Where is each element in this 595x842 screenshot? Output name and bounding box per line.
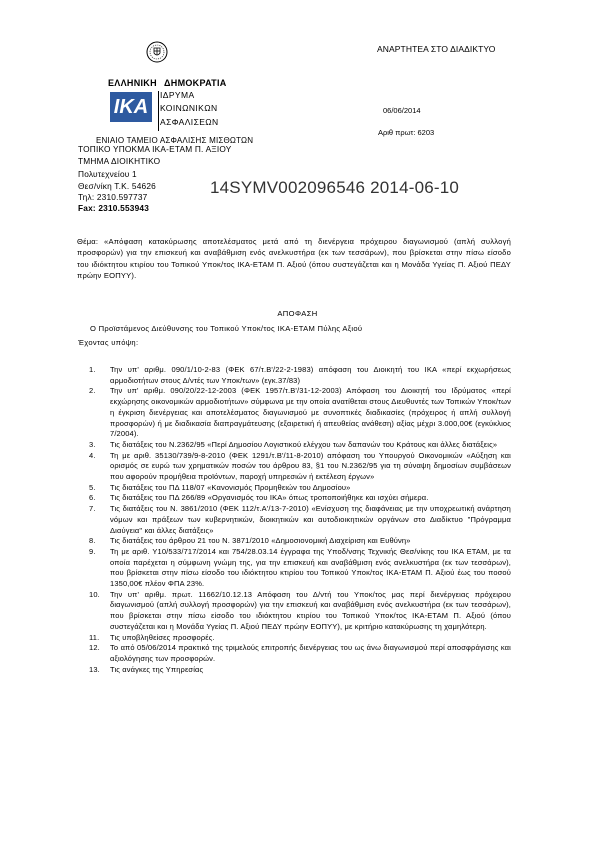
logo-fund-label: ΕΝΙΑΙΟ ΤΑΜΕΙΟ ΑΣΦΑΛΙΣΗΣ ΜΙΣΘΩΤΩΝ <box>96 136 254 145</box>
city-postcode: Θεσ/νίκη Τ.Κ. 54626 <box>78 181 156 191</box>
item-number: 7. <box>89 504 96 514</box>
item-number: 13. <box>89 664 100 674</box>
item-number: 5. <box>89 482 96 492</box>
item-text: Την υπ' αριθμ. 090/1/10-2-83 (ΦΕΚ 67/τ.Β'/22-2-1983) απόφαση του Διοικητή του ΙΚΑ «περί εκχωρήσεως αρμοδιοτήτων στους Δ/ντές των Υποκ/των» (εγκ.37/83) <box>110 365 511 385</box>
item-number: 4. <box>89 450 96 460</box>
item-text: Τις διατάξεις του Ν. 3861/2010 (ΦΕΚ 112/τ.Α'/13-7-2010) «Ενίσχυση της διαφάνειας με την υποχρεωτική ανάρτηση νόμων και πράξεων των κυβερνητικών, διοικητικών και αυτοδιοικητικών οργάνων στο Διαδίκτυο "Πρόγραμμα Διαύγεια" και άλλες διατάξεις» <box>110 504 511 535</box>
item-number: 6. <box>89 493 96 503</box>
director-line: Ο Προϊστάμενος Διεύθυνσης του Τοπικού Υποκ/τος ΙΚΑ-ΕΤΑΜ Πύλης Αξιού <box>90 324 363 333</box>
street-address: Πολυτεχνείου 1 <box>78 169 137 179</box>
decision-heading: ΑΠΟΦΑΣΗ <box>277 309 318 318</box>
list-item <box>77 633 511 644</box>
list-item <box>77 386 511 440</box>
considering-label: Έχοντας υπόψη: <box>78 338 139 347</box>
item-number: 12. <box>89 643 100 653</box>
item-text: Τη με αριθ. Υ10/533/717/2014 και 754/28.03.14 έγγραφα της Υποδ/νσης Τεχνικής Θεσ/νίκης του ΙΚΑ ΕΤΑΜ, με τα οποία παρέχεται η σύμφωνη γνώμη της, για την επισκευή και αναβάθμιση ενός ανελκυστήρα (εκ των τεσσάρων), που βρίσκεται στην πίσω είσοδο του ιδιόκτητου κτιρίου του Τοπικού Υποκ/τος ΙΚΑ-ΕΤΑΜ Π. Αξιού έως του ποσού 1350,00€ πλέον ΦΠΑ 23%. <box>110 546 511 589</box>
publication-notice: ΑΝΑΡΤΗΤΕΑ ΣΤΟ ΔΙΑΔΙΚΤΥΟ <box>377 44 496 54</box>
item-text: Την υπ' αριθμ. πρωτ. 11662/10.12.13 Απόφαση του Δ/ντή του Υποκ/τος μας περί διενέργειας πρόχειρου διαγωνισμού (απλή συλλογή προσφορών) για την επισκευή και αναβάθμιση ενός ανελκυστήρα (εκ των τεσσάρων), που βρίσκεται στην πίσω είσοδο του ιδιόκτητου κτιρίου του Τοπικού Υποκ/τος ΙΚΑ-ΕΤΑΜ Π. Αξιού (όπου συστεγάζεται και η Μονάδα Υγείας Π. Αξιού ΠΕΔΥ πρώην ΕΟΠΥΥ), με κριτήριο κατακύρωσης τη χαμηλότερη. <box>110 589 511 631</box>
fax-number: Fax: 2310.553943 <box>78 203 150 213</box>
list-item <box>77 665 511 676</box>
ada-code: 14SYMV002096546 2014-06-10 <box>210 178 460 197</box>
document-date: 06/06/2014 <box>383 106 421 115</box>
protocol-number: Αριθ πρωτ: 6203 <box>378 128 435 137</box>
office-name: ΤΟΠΙΚΟ ΥΠΟΚΜΑ ΙΚΑ-ΕΤΑΜ Π. ΑΞΙΟΥ <box>78 144 232 154</box>
department-name: ΤΜΗΜΑ ΔΙΟΙΚΗΤΙΚΟ <box>78 156 161 166</box>
logo-foundation-label: ΙΔΡΥΜΑ <box>160 90 195 100</box>
item-number: 1. <box>89 365 96 374</box>
item-text: Τις διατάξεις του ΠΔ 266/89 «Οργανισμός του ΙΚΑ» όπως τροποποιήθηκε και ισχύει σήμερα. <box>110 493 429 503</box>
logo-hellenic-label: ΕΛΛΗΝΙΚΗ <box>108 78 157 88</box>
logo-democracy-label: ΔΗΜΟΚΡΑΤΙΑ <box>164 78 227 88</box>
item-text: Τις διατάξεις του άρθρου 21 του Ν. 3871/2010 «Δημοσιονομική Διαχείριση και Ευθύνη» <box>110 536 411 546</box>
list-item <box>77 536 511 547</box>
greek-emblem-icon <box>146 40 168 64</box>
ika-logo <box>88 40 268 145</box>
list-item <box>77 365 511 386</box>
item-text: Το από 05/06/2014 πρακτικό της τριμελούς επιτροπής διενέργειας του ως άνω διαγωνισμού περί αποσφράγισης και αξιολόγησης των προσφορών. <box>110 643 511 663</box>
ika-mark: ΙΚΑ <box>110 92 152 122</box>
phone-number: Τηλ: 2310.597737 <box>78 192 148 202</box>
list-item <box>77 451 511 483</box>
item-text: Τις υποβληθείσες προσφορές. <box>110 632 215 642</box>
item-text: Τη με αριθ. 35130/739/9-8-2010 (ΦΕΚ 1291/τ.Β'/11-8-2010) απόφαση του Υπουργού Οικονομικών «Αύξηση και ορισμός σε ευρώ των χρηματικών ποσών του άρθρου 83, §1 του Ν.2362/95 για τη σύναψη δημοσίων συμβάσεων που αφορούν προμήθεια προϊόντων, παροχή υπηρεσιών ή εκτέλεση έργων» <box>110 450 511 482</box>
list-item <box>77 440 511 451</box>
item-number: 10. <box>89 589 100 599</box>
item-text: Τις διατάξεις του Ν.2362/95 «Περί Δημοσίου Λογιστικού ελέγχου των δαπανών του Κράτους και άλλες διατάξεις» <box>110 439 498 449</box>
list-item <box>77 504 511 536</box>
list-item <box>77 483 511 494</box>
item-number: 8. <box>89 536 96 546</box>
logo-insurance-label: ΑΣΦΑΛΙΣΕΩΝ <box>160 117 219 127</box>
list-item <box>77 590 511 633</box>
list-item <box>77 547 511 590</box>
item-number: 9. <box>89 546 96 556</box>
list-item <box>77 643 511 664</box>
item-number: 11. <box>89 632 100 642</box>
item-number: 2. <box>89 386 96 396</box>
item-text: Τις διατάξεις του ΠΔ 118/07 «Κανονισμός Προμηθειών του Δημοσίου» <box>110 482 351 492</box>
considerations-list <box>77 365 511 675</box>
subject-paragraph: Θέμα: «Απόφαση κατακύρωσης αποτελέσματος μετά από τη διενέργεια πρόχειρου διαγωνισμού (απλή συλλογή προσφορών) για την επισκευή και αναβάθμιση ενός ανελκυστήρα (εκ των τεσσάρων), που βρίσκεται στην πίσω είσοδο του ιδιόκτητου κτιρίου του Τοπικού Υποκ/τος ΙΚΑ-ΕΤΑΜ Π. Αξιού (όπου συστεγάζεται και η Μονάδα Υγείας Π. Αξιού ΠΕΔΥ πρώην ΕΟΠΥΥ). <box>77 237 511 280</box>
item-text: Την υπ' αριθμ. 090/20/22-12-2003 (ΦΕΚ 1957/τ.Β'/31-12-2003) Απόφαση του Διοικητή του Ιδρύματος «περί εκχώρησης οικονομικών αρμοδιοτήτων» σύμφωνα με την οποία ανατίθεται στους Διευθυντές των Τοπικών Υποκ/των η έγκριση διενέργειας και αποτελέσματος διαγωνισμού με συνοπτικές διαδικασίες (πρόχειρος ή απλή συλλογή προσφορών) ή με διαδικασία διαπραγμάτευσης (εξαιρετική ή απευθείας ανάθεση) αξίας μέχρι 3.000,00€ (εγκύκλιος 7/2004). <box>110 386 511 439</box>
logo-divider <box>158 91 159 131</box>
list-item <box>77 493 511 504</box>
item-number: 3. <box>89 439 96 449</box>
logo-social-label: ΚΟΙΝΩΝΙΚΩΝ <box>160 103 218 113</box>
item-text: Τις ανάγκες της Υπηρεσίας <box>110 664 204 674</box>
